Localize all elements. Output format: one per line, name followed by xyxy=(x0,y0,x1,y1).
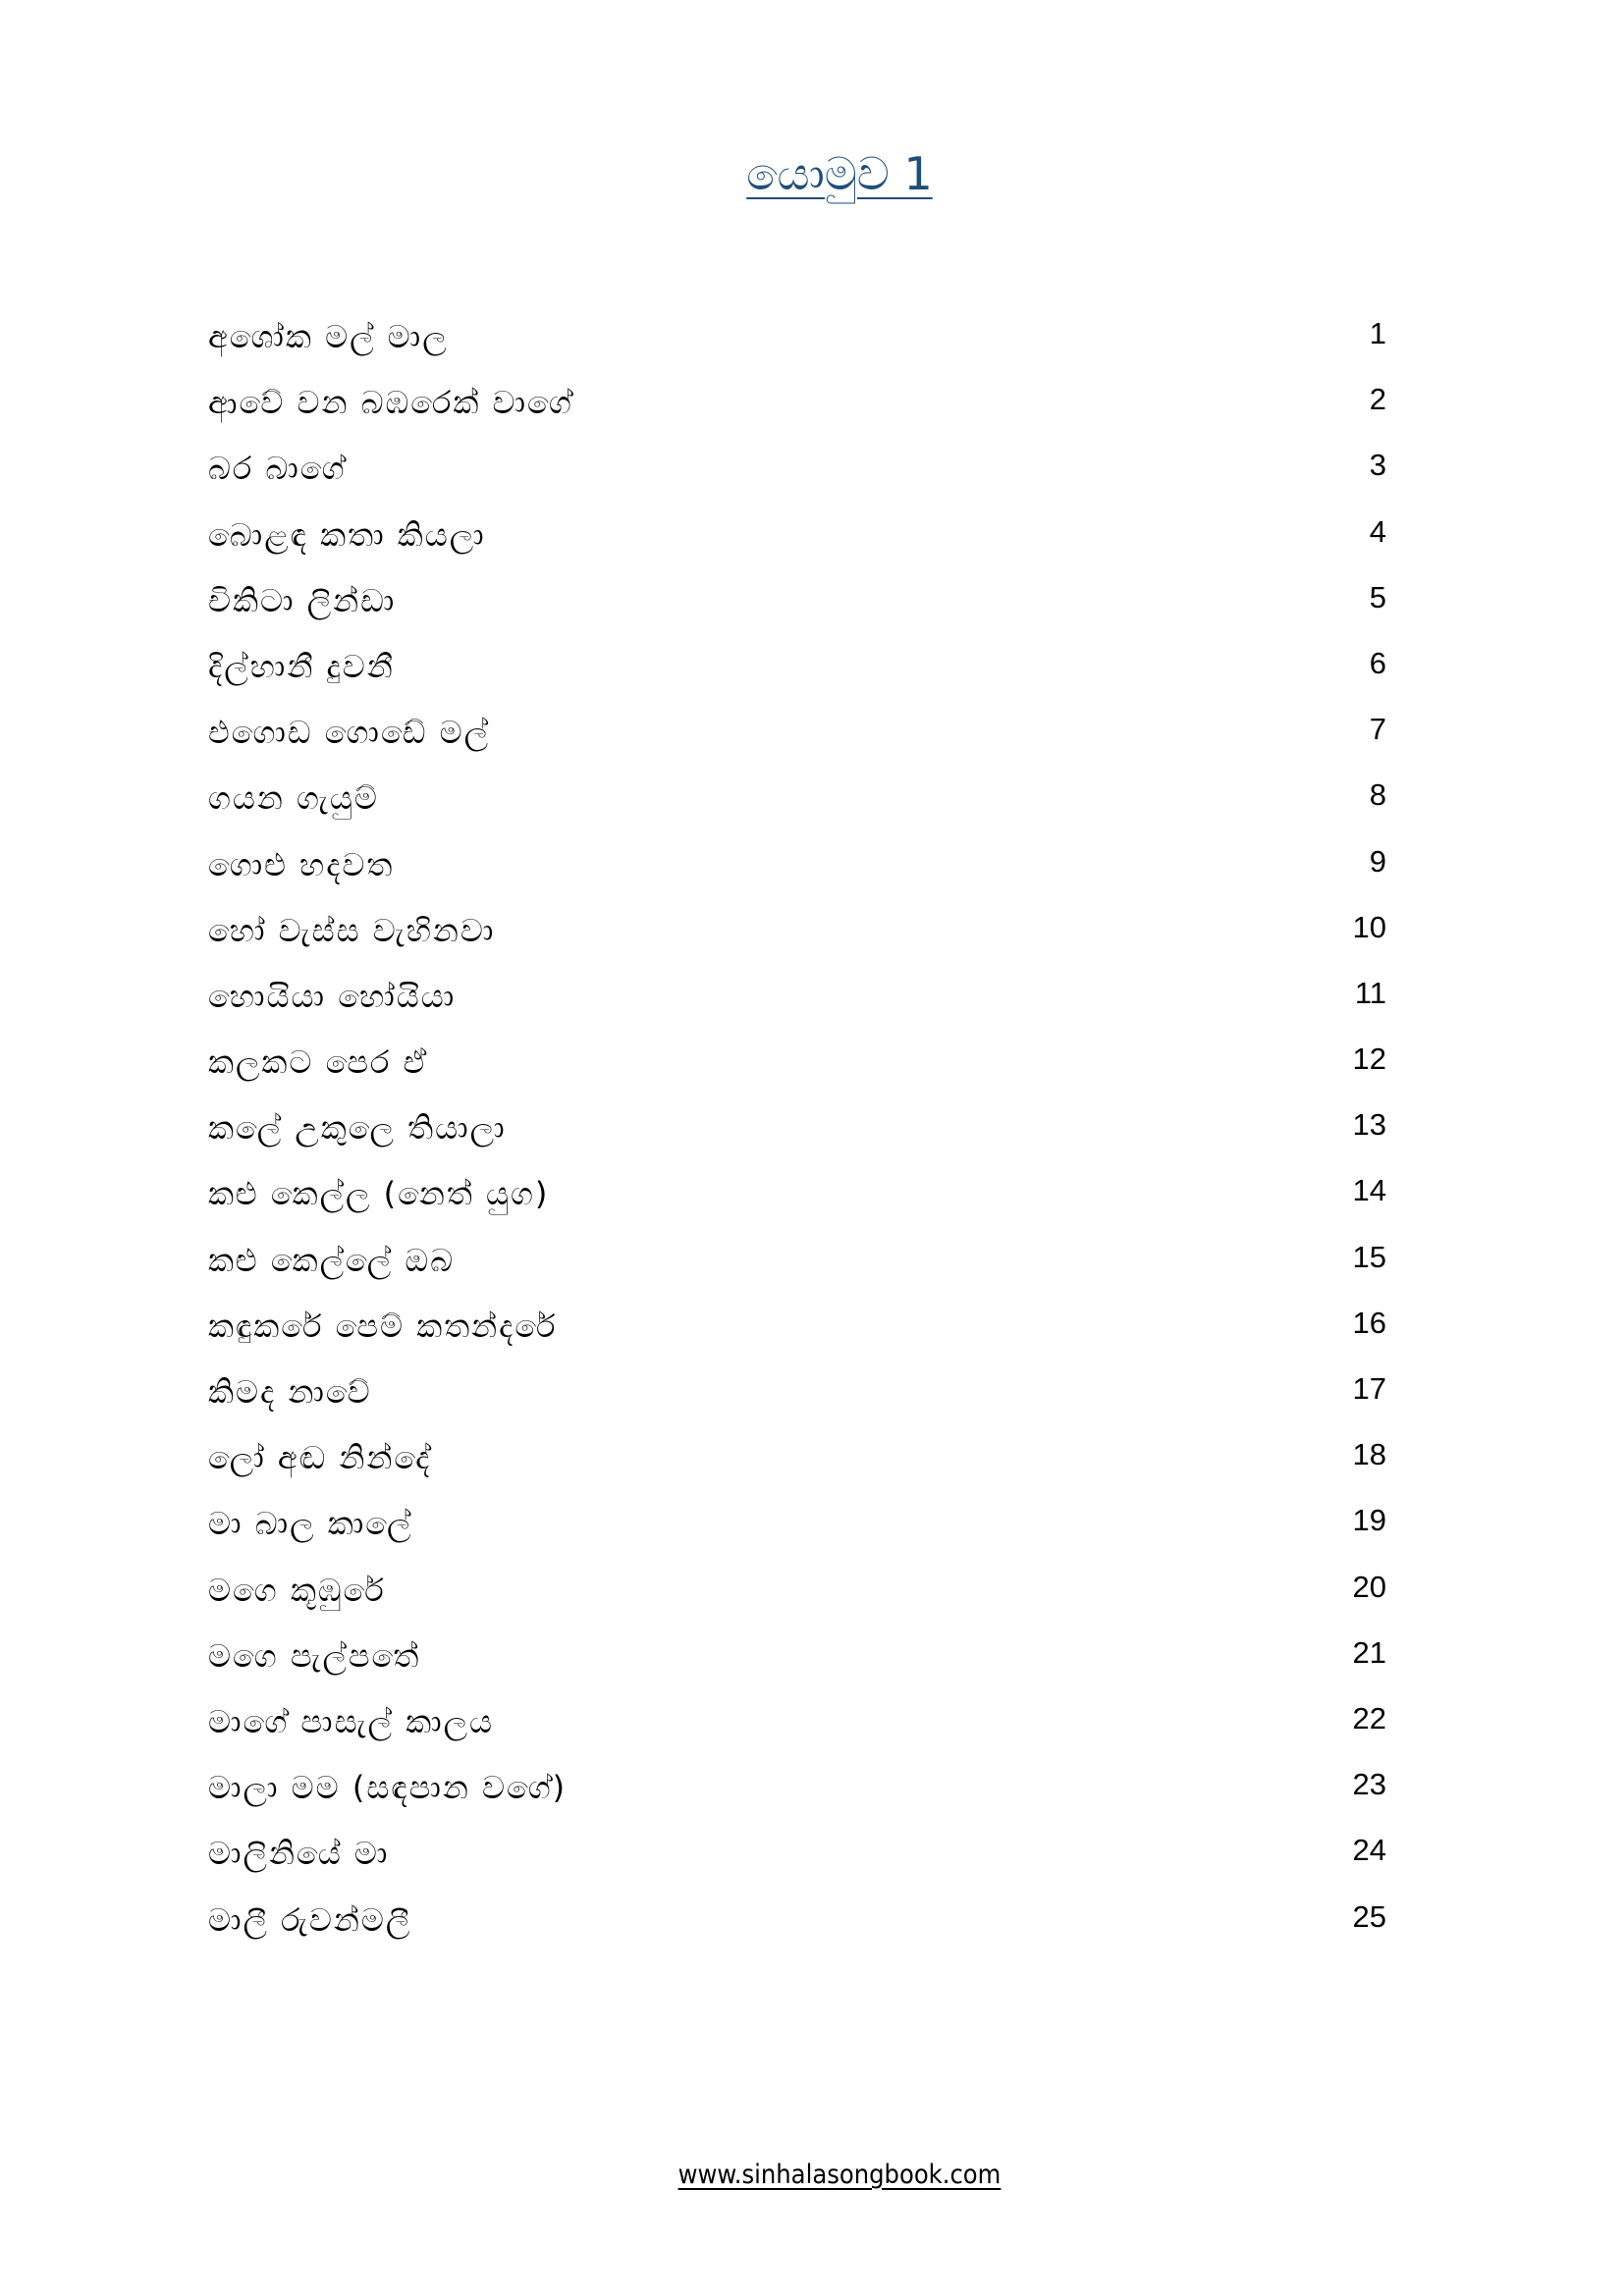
toc-page-number: 14 xyxy=(1352,1173,1386,1208)
toc-song-title: මගෙ පැල්පතේ xyxy=(208,1636,421,1675)
toc-song-title: හෝ වැස්ස වැහිනවා xyxy=(208,911,496,949)
toc-page-number: 10 xyxy=(1352,909,1386,944)
toc-song-title: අශෝක මල් මාල xyxy=(208,318,449,355)
toc-page-number: 16 xyxy=(1352,1305,1386,1340)
page-title: යොමුව 1 xyxy=(746,147,933,200)
toc-page-number: 12 xyxy=(1352,1041,1386,1077)
toc-song-title: ගොළු හදවත xyxy=(208,845,395,883)
toc-row[interactable] xyxy=(208,444,1386,509)
toc-song-title: බර බාගේ xyxy=(208,450,347,488)
toc-page-number: 22 xyxy=(1352,1700,1386,1735)
toc-song-title: හොයියා හෝයියා xyxy=(208,977,457,1015)
toc-row[interactable] xyxy=(208,576,1386,642)
toc-song-title: කළු කෙල්ල (නෙත් යුග) xyxy=(208,1175,550,1213)
toc-song-title: එගොඩ ගොඩේ මල් xyxy=(208,714,491,752)
toc-row[interactable] xyxy=(208,1367,1386,1433)
toc-song-title: චිකිටා ලින්ඩා xyxy=(208,581,397,619)
table-of-contents xyxy=(208,312,1386,1961)
toc-row[interactable] xyxy=(208,1829,1386,1895)
toc-song-title: මාලී රුවන්මලී xyxy=(208,1900,412,1939)
footer-website-link[interactable]: www.sinhalasongbook.com xyxy=(677,2160,1001,2190)
toc-song-title: මාගේ පාසැල් කාලය xyxy=(208,1702,495,1740)
toc-row[interactable] xyxy=(208,774,1386,839)
toc-page-number: 19 xyxy=(1352,1503,1386,1538)
toc-page-number: 18 xyxy=(1352,1437,1386,1472)
toc-page-number: 4 xyxy=(1369,513,1386,549)
toc-song-title: කලේ උකුලෙ තියාලා xyxy=(208,1109,507,1148)
toc-page-number: 17 xyxy=(1352,1371,1386,1406)
toc-page-number: 23 xyxy=(1352,1767,1386,1802)
toc-page-number: 8 xyxy=(1369,777,1386,813)
toc-song-title: ලෝ අඬ නින්දේ xyxy=(208,1439,432,1477)
toc-row[interactable] xyxy=(208,1499,1386,1565)
toc-page-number: 2 xyxy=(1369,382,1386,417)
toc-page-number: 13 xyxy=(1352,1107,1386,1143)
toc-row[interactable] xyxy=(208,510,1386,576)
toc-song-title: මාලා මම (සඳපාන වගේ) xyxy=(208,1769,568,1807)
toc-row[interactable] xyxy=(208,1302,1386,1367)
toc-song-title: ගයන ගැයුම් xyxy=(208,779,379,818)
toc-page-number: 20 xyxy=(1352,1569,1386,1604)
toc-row[interactable] xyxy=(208,906,1386,972)
toc-row[interactable] xyxy=(208,1169,1386,1235)
toc-row[interactable] xyxy=(208,312,1386,378)
toc-page-number: 3 xyxy=(1369,448,1386,483)
toc-page-number: 9 xyxy=(1369,843,1386,879)
toc-song-title: කලකට පෙර ඒ xyxy=(208,1043,429,1082)
toc-page-number: 11 xyxy=(1354,975,1386,1010)
toc-row[interactable] xyxy=(208,708,1386,774)
toc-row[interactable] xyxy=(208,1566,1386,1631)
toc-row[interactable] xyxy=(208,1896,1386,1961)
toc-row[interactable] xyxy=(208,1763,1386,1829)
toc-page-number: 24 xyxy=(1352,1833,1386,1868)
toc-row[interactable] xyxy=(208,1631,1386,1697)
toc-page-number: 5 xyxy=(1369,579,1386,614)
toc-row[interactable] xyxy=(208,840,1386,906)
toc-page-number: 1 xyxy=(1369,316,1386,350)
toc-page-number: 25 xyxy=(1352,1898,1386,1934)
toc-row[interactable] xyxy=(208,1236,1386,1302)
toc-row[interactable] xyxy=(208,642,1386,708)
toc-row[interactable] xyxy=(208,1697,1386,1763)
toc-song-title: ආවේ වන බඹරෙක් වාගේ xyxy=(208,384,573,422)
toc-row[interactable] xyxy=(208,972,1386,1038)
toc-row[interactable] xyxy=(208,1103,1386,1169)
toc-song-title: දිල්හානී දුවනී xyxy=(208,647,395,685)
toc-song-title: කඳුකරේ පෙම් කතන්දරේ xyxy=(208,1307,558,1345)
toc-page-number: 15 xyxy=(1352,1239,1386,1274)
toc-song-title: කළු කෙල්ලේ ඔබ xyxy=(208,1241,455,1279)
toc-song-title: කිමද නාවේ xyxy=(208,1373,372,1411)
toc-song-title: මගෙ කූඹුරේ xyxy=(208,1571,386,1609)
toc-song-title: බොළඳ කතා කියලා xyxy=(208,515,486,554)
toc-row[interactable] xyxy=(208,378,1386,444)
toc-song-title: මාලිනියේ මා xyxy=(208,1835,390,1873)
toc-row[interactable] xyxy=(208,1038,1386,1103)
toc-page-number: 7 xyxy=(1369,712,1386,747)
toc-page-number: 21 xyxy=(1352,1634,1386,1670)
toc-row[interactable] xyxy=(208,1433,1386,1499)
toc-song-title: මා බාල කාලේ xyxy=(208,1505,413,1543)
toc-page-number: 6 xyxy=(1369,645,1386,680)
